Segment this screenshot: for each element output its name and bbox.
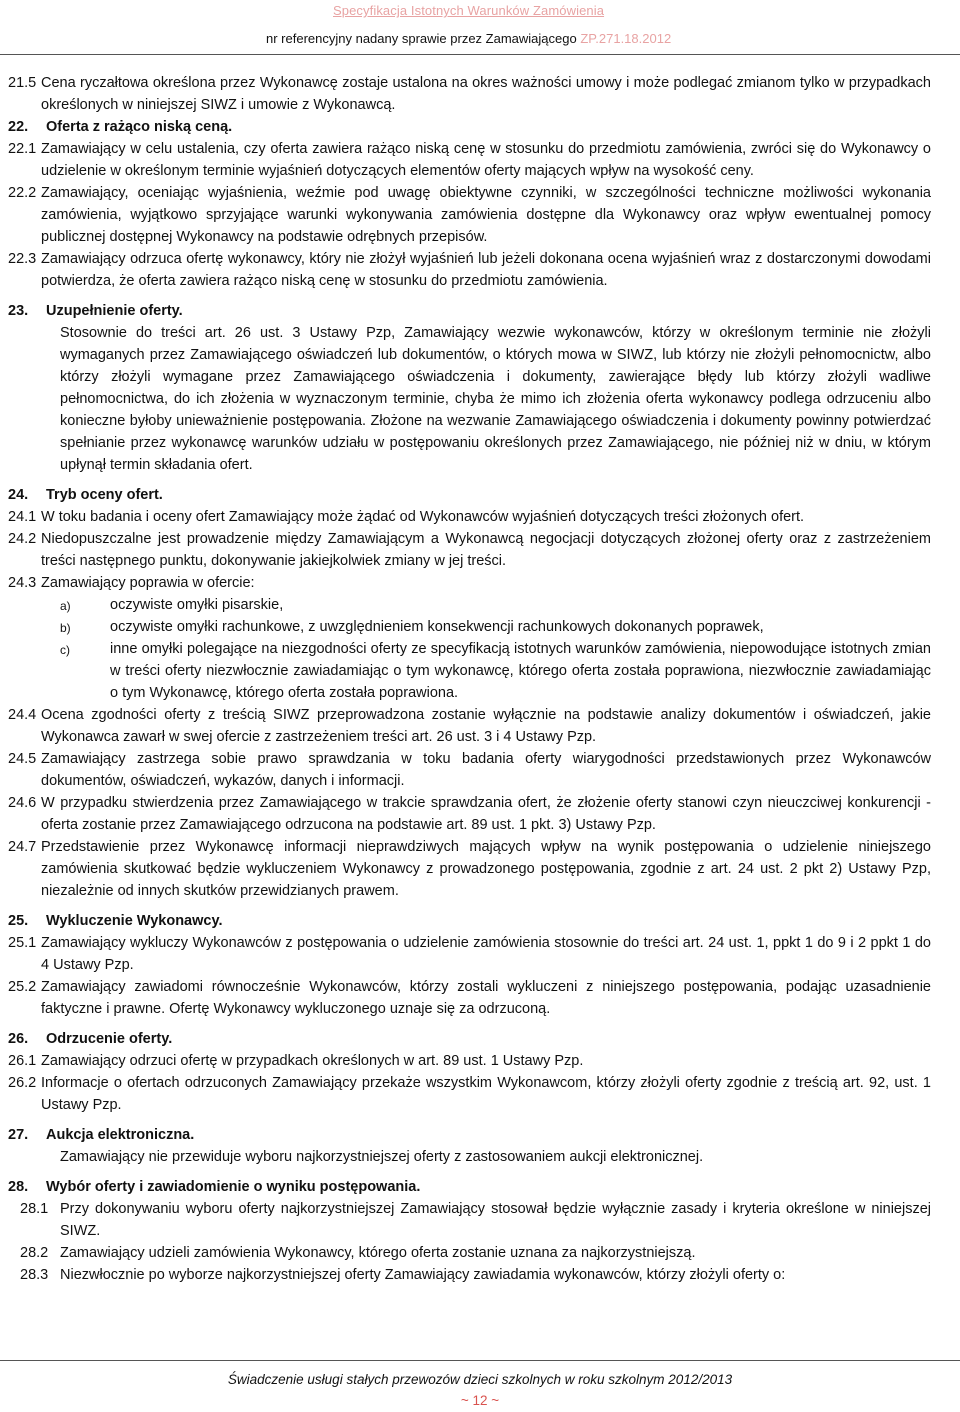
- heading-25: [0, 910, 960, 932]
- list-item: [0, 638, 960, 704]
- clause-number: 28.1: [20, 1201, 49, 1217]
- clause-number: 22.3: [8, 251, 37, 267]
- heading-text: Aukcja elektroniczna.: [46, 1127, 195, 1143]
- heading-text: Odrzucenie oferty.: [46, 1031, 173, 1047]
- clause-text: Cena ryczałtowa określona przez Wykonawcę zostaje ustalona na okres ważności umowy i może podlegać zmianom tylko w przypadkach określonych w niniejszej SIWZ i umowie z Wykonawcą.: [41, 75, 931, 113]
- clause-24-2: [0, 528, 960, 572]
- heading-22: [0, 116, 960, 138]
- reference-line: [266, 31, 671, 46]
- clause-21-5: [0, 72, 960, 116]
- heading-number: 27.: [8, 1127, 29, 1143]
- heading-number: 28.: [8, 1179, 29, 1195]
- heading-28: [0, 1176, 960, 1198]
- clause-number: 26.2: [8, 1075, 37, 1091]
- clause-22-3: [0, 248, 960, 292]
- clause-26-1: [0, 1050, 960, 1072]
- heading-text: Wykluczenie Wykonawcy.: [46, 913, 223, 929]
- list-item: [0, 616, 960, 638]
- heading-24: [0, 484, 960, 506]
- clause-number: 26.1: [8, 1053, 37, 1069]
- clause-24-6: [0, 792, 960, 836]
- clause-number: 24.3: [8, 575, 37, 591]
- clause-number: 25.2: [8, 979, 37, 995]
- reference-prefix: nr referencyjny nadany sprawie przez Zamawiającego: [266, 31, 581, 46]
- heading-23: [0, 300, 960, 322]
- list-text: oczywiste omyłki pisarskie,: [110, 597, 284, 613]
- clause-text: Niedopuszczalne jest prowadzenie między Zamawiającym a Wykonawcą negocjacji dotyczących złożonej oferty oraz z zastrzeżeniem treści następnego punktu, dokonywanie jakiejkolwiek zmiany w jej treści.: [41, 531, 931, 569]
- clause-text: Przy dokonywaniu wyboru oferty najkorzystniejszej Zamawiający stosował będzie wyłącznie zasady i kryteria określone w niniejszej SIWZ.: [60, 1201, 931, 1239]
- clause-number: 24.4: [8, 707, 37, 723]
- heading-number: 23.: [8, 303, 29, 319]
- clause-number: 25.1: [8, 935, 37, 951]
- clause-text: Zamawiający zawiadomi równocześnie Wykonawców, którzy zostali wykluczeni z niniejszego postępowania, podając uzasadnienie faktyczne i prawne. Ofertę Wykonawcy wykluczonego uznaje się za odrzuconą.: [41, 979, 931, 1017]
- clause-text: Zamawiający, oceniając wyjaśnienia, weźmie pod uwagę obiektywne czynniki, w szczególności techniczne możliwości wykonania zamówienia, wyjątkowo sprzyjające warunki wykonywania zamówienia dostępne dla Wykonawcy oraz wpływ ewentualnej pomocy publicznej dostępnej Wykonawcy na podstawie odrębnych przepisów.: [41, 185, 931, 245]
- clause-number: 24.1: [8, 509, 37, 525]
- heading-text: Uzupełnienie oferty.: [46, 303, 183, 319]
- paragraph-27: Zamawiający nie przewiduje wyboru najkorzystniejszej oferty z zastosowaniem aukcji elektronicznej.: [60, 1149, 704, 1165]
- clause-22-2: [0, 182, 960, 248]
- clause-text: Przedstawienie przez Wykonawcę informacji nieprawdziwych mających wpływ na wynik postępowania o udzielenie niniejszego zamówienia skutkować będzie wykluczeniem Wykonawcy z prowadzonego postępowania, zgodnie z art. 24 ust. 2 pkt 2) Ustawy Pzp, niezależnie od innych skutków przewidzianych prawem.: [41, 839, 931, 899]
- clause-28-1: [0, 1198, 960, 1242]
- clause-26-2: [0, 1072, 960, 1116]
- clause-text: W przypadku stwierdzenia przez Zamawiającego w trakcie sprawdzania ofert, że złożenie oferty stanowi czyn nieuczciwej konkurencji - oferta zostanie przez Zamawiającego odrzucona na podstawie art. 89 ust. 1 pkt. 3) Ustawy Pzp.: [41, 795, 931, 833]
- heading-text: Tryb oceny ofert.: [46, 487, 163, 503]
- heading-27: [0, 1124, 960, 1146]
- clause-24-3: [0, 572, 960, 594]
- footer-divider: [0, 1360, 960, 1361]
- clause-text: Zamawiający odrzuca ofertę wykonawcy, który nie złożył wyjaśnień lub jeżeli dokonana ocena wyjaśnień wraz z dostarczonymi dowodami potwierdza, że oferta zawiera rażąco niską cenę w stosunku do przedmiotu zamówienia.: [41, 251, 931, 289]
- heading-text: Oferta z rażąco niską ceną.: [46, 119, 233, 135]
- header-divider: [0, 54, 960, 55]
- list-marker: b): [60, 621, 71, 635]
- footer-text: Świadczenie usługi stałych przewozów dzieci szkolnych w roku szkolnym 2012/2013: [227, 1372, 733, 1387]
- clause-28-3: [0, 1264, 960, 1286]
- list-item: [0, 594, 960, 616]
- heading-26: [0, 1028, 960, 1050]
- clause-number: 24.6: [8, 795, 37, 811]
- clause-text: Zamawiający odrzuci ofertę w przypadkach określonych w art. 89 ust. 1 Ustawy Pzp.: [41, 1053, 584, 1069]
- clause-number: 28.2: [20, 1245, 49, 1261]
- clause-number: 24.2: [8, 531, 37, 547]
- clause-text: Zamawiający poprawia w ofercie:: [41, 575, 255, 591]
- clause-text: Zamawiający udzieli zamówienia Wykonawcy, którego oferta zostanie uznana za najkorzystniejszą.: [60, 1245, 696, 1261]
- clause-text: Zamawiający zastrzega sobie prawo sprawdzania w toku badania oferty wiarygodności przedstawionych przez Wykonawców dokumentów, oświadczeń, wykazów, danych i informacji.: [41, 751, 931, 789]
- paragraph-23: Stosownie do treści art. 26 ust. 3 Ustawy Pzp, Zamawiający wezwie wykonawców, którzy w określonym terminie nie złożyli wymaganych przez Zamawiającego oświadczeń lub dokumentów, o których mowa w SIWZ, lub którzy nie złożyli pełnomocnictw, albo którzy złożyli wymagane przez Zamawiającego oświadczenia i dokumenty, zawierające błędy lub którzy złożyli wadliwe pełnomocnictwa, do ich złożenia w wyznaczonym terminie, chyba że mimo ich złożenia oferta wykonawcy podlega odrzuceniu albo konieczne byłoby unieważnienie postępowania. Złożone na wezwanie Zamawiającego oświadczenia i dokumenty powinny potwierdzać spełnianie przez wykonawcę warunków udziału w postępowaniu określonych przez Zamawiającego, nie później niż w dniu, w którym upłynął termin składania ofert.: [60, 325, 931, 473]
- clause-number: 22.2: [8, 185, 37, 201]
- clause-24-7: [0, 836, 960, 902]
- clause-text: Ocena zgodności oferty z treścią SIWZ przeprowadzona zostanie wyłącznie na podstawie analizy dokumentów i oświadczeń, jakie Wykonawca zawarł w swej ofercie z zastrzeżeniem treści art. 26 ust. 3 i 4 Ustawy Pzp.: [41, 707, 931, 745]
- list-text: oczywiste omyłki rachunkowe, z uwzględnieniem konsekwencji rachunkowych dokonanych poprawek,: [110, 619, 764, 635]
- clause-28-2: [0, 1242, 960, 1264]
- heading-number: 25.: [8, 913, 29, 929]
- reference-code: ZP.271.18.2012: [580, 31, 672, 46]
- clause-24-1: [0, 506, 960, 528]
- heading-number: 24.: [8, 487, 29, 503]
- clause-number: 24.5: [8, 751, 37, 767]
- page-number: ~ 12 ~: [460, 1393, 500, 1408]
- clause-text: W toku badania i oceny ofert Zamawiający może żądać od Wykonawców wyjaśnień dotyczących treści złożonych ofert.: [41, 509, 805, 525]
- list-marker: c): [60, 643, 70, 657]
- document-body: [0, 72, 960, 1286]
- clause-text: Niezwłocznie po wyborze najkorzystniejszej oferty Zamawiający zawiadamia wykonawców, którzy złożyli oferty o:: [60, 1267, 786, 1283]
- clause-24-5: [0, 748, 960, 792]
- clause-22-1: [0, 138, 960, 182]
- clause-number: 21.5: [8, 75, 37, 91]
- clause-text: Zamawiający wykluczy Wykonawców z postępowania o udzielenie zamówienia stosownie do treści art. 24 ust. 1, ppkt 1 do 9 i 2 ppkt 1 do 4 Ustawy Pzp.: [41, 935, 931, 973]
- clause-number: 28.3: [20, 1267, 49, 1283]
- heading-text: Wybór oferty i zawiadomienie o wyniku postępowania.: [46, 1179, 421, 1195]
- list-text: inne omyłki polegające na niezgodności oferty ze specyfikacją istotnych warunków zamówienia, niepowodujące istotnych zmian w treści oferty niezwłocznie zawiadamiając o tym wykonawcę, którego oferta została poprawiona, niezwłocznie zawiadamiając o tym Wykonawcę, którego oferta została poprawiona.: [110, 641, 931, 701]
- clause-text: Zamawiający w celu ustalenia, czy oferta zawiera rażąco niską cenę w stosunku do przedmiotu zamówienia, zwróci się do Wykonawcy o udzielenie w określonym terminie wyjaśnień dotyczących elementów oferty mających wpływ na wysokość ceny.: [41, 141, 931, 179]
- list-marker: a): [60, 599, 71, 613]
- clause-25-1: [0, 932, 960, 976]
- clause-24-4: [0, 704, 960, 748]
- heading-number: 22.: [8, 119, 29, 135]
- heading-number: 26.: [8, 1031, 29, 1047]
- document-title: Specyfikacja Istotnych Warunków Zamówienia: [333, 3, 605, 18]
- clause-25-2: [0, 976, 960, 1020]
- clause-number: 22.1: [8, 141, 37, 157]
- clause-number: 24.7: [8, 839, 37, 855]
- clause-text: Informacje o ofertach odrzuconych Zamawiający przekaże wszystkim Wykonawcom, którzy złożyli oferty zgodnie z treścią art. 92, ust. 1 Ustawy Pzp.: [41, 1075, 931, 1113]
